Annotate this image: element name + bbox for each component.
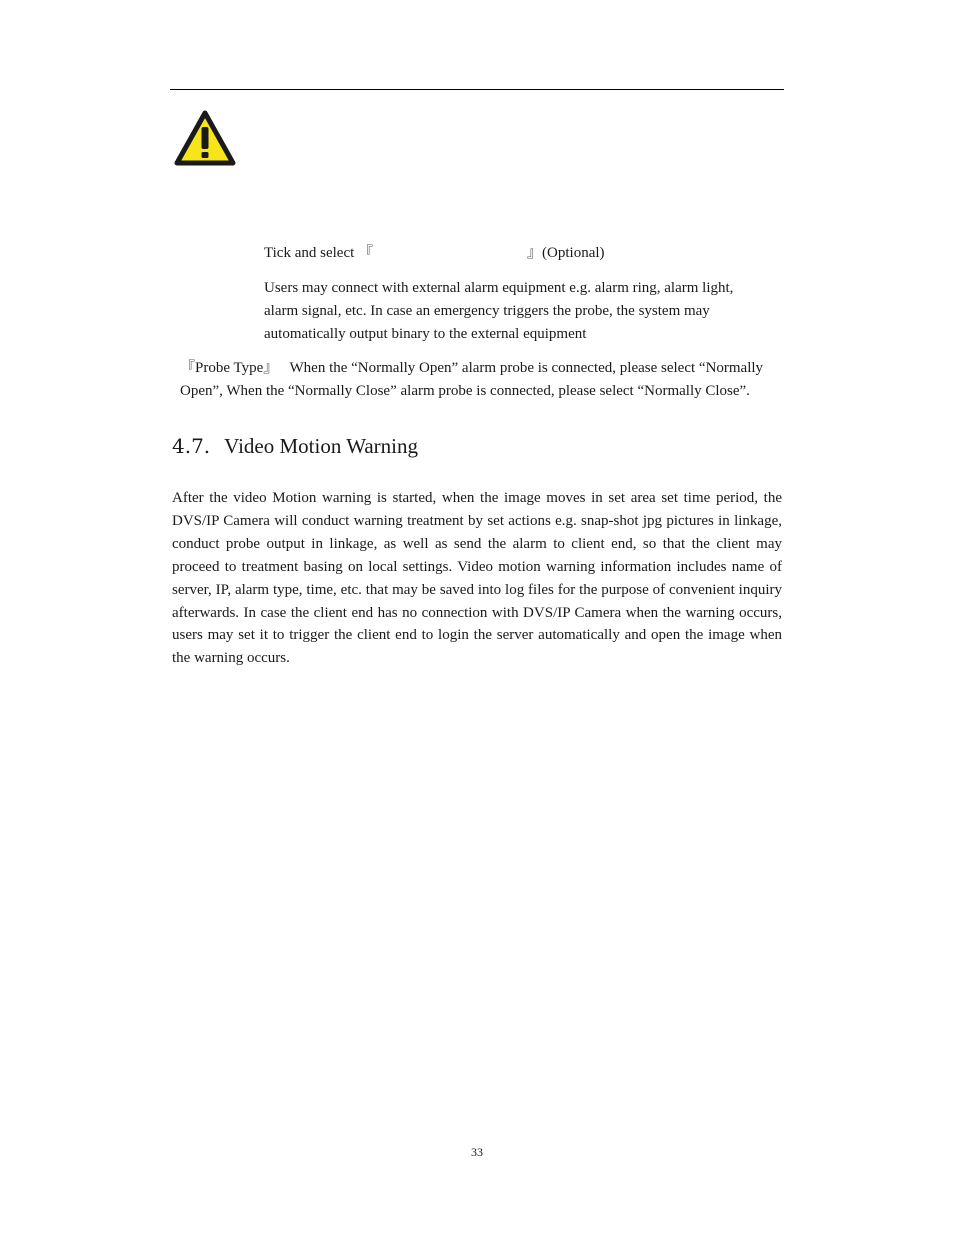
probe-type-text: When the “Normally Open” alarm probe is connected, please select “Normally Open”, When the “Normally Close” alarm probe is connected, please select “Normally Close”.	[180, 360, 764, 399]
close-bracket: 』	[527, 245, 543, 261]
section-number: 4.7.	[172, 434, 211, 458]
tick-prefix: Tick and select	[264, 245, 355, 261]
page-number: 33	[471, 1145, 483, 1159]
tick-select-line	[264, 242, 784, 265]
probe-type-label: 『Probe Type』	[180, 360, 279, 376]
section-body: After the video Motion warning is started, when the image moves in set area set time period, the DVS/IP Camera will conduct warning treatment by set actions e.g. snap-shot jpg pictures in linkage, conduct probe output in linkage, as well as send the alarm to client end, so that the client may proceed to treatment basing on local settings. Video motion warning information includes name of server, IP, alarm type, time, etc. that may be saved into log files for the purpose of convenient inquiry afterwards. In case the client end has no connection with DVS/IP Camera when the warning occurs, users may set it to trigger the client end to login the server automatically and open the image when the warning occurs.	[172, 490, 782, 667]
warning-triangle-icon	[174, 110, 236, 166]
section-title: Video Motion Warning	[224, 434, 418, 458]
section-heading	[172, 432, 418, 460]
header-rule	[170, 89, 784, 90]
optional-label: (Optional)	[542, 245, 605, 261]
probe-type-paragraph	[180, 357, 780, 403]
optional-description: Users may connect with external alarm equipment e.g. alarm ring, alarm light, alarm signal, etc. In case an emergency triggers the probe, the system may automatically output binary to the external equipment	[264, 280, 734, 342]
open-bracket: 『	[358, 245, 374, 261]
